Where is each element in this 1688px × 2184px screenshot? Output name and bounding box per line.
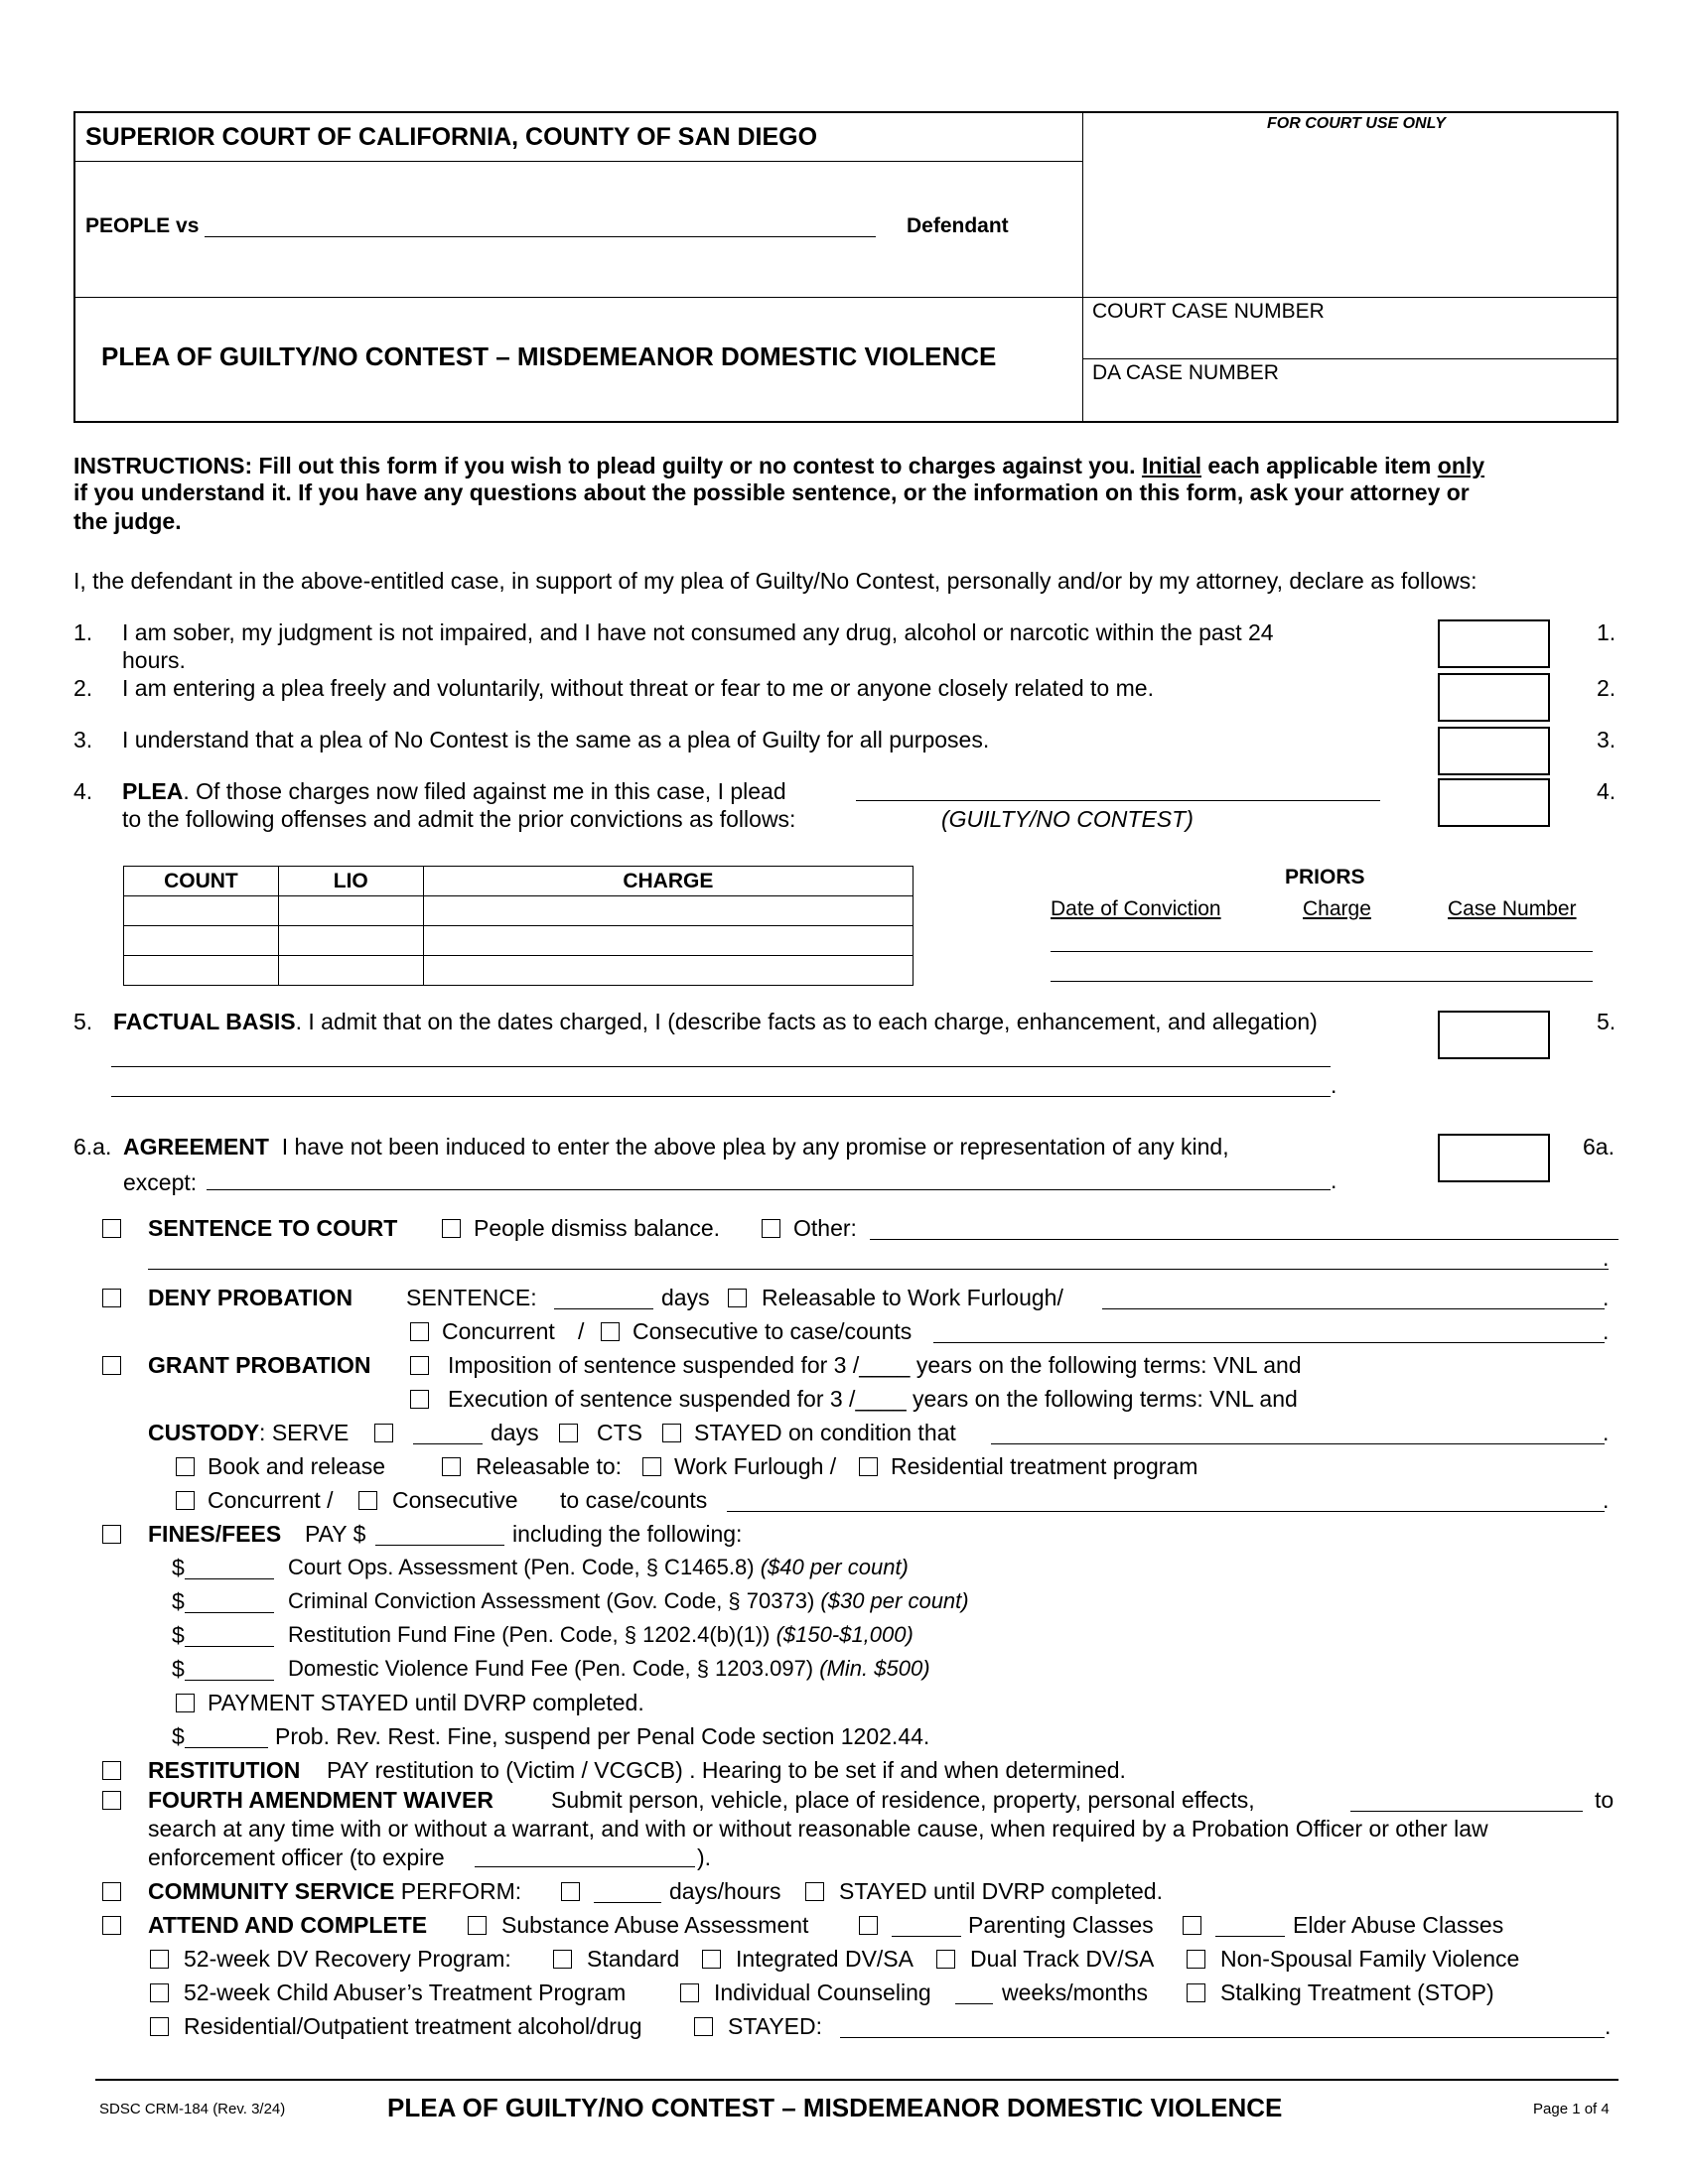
community-days-label: days/hours <box>669 1878 781 1904</box>
imposition-label: Imposition of sentence suspended for 3 /____ years on the following terms: VNL and <box>448 1352 1302 1378</box>
lio-header: LIO <box>278 867 423 896</box>
court-ops-dollar: $ <box>172 1555 185 1580</box>
count-table-header <box>124 867 914 896</box>
factual-basis-period: . <box>1331 1072 1337 1098</box>
work-furlough-checkbox[interactable] <box>642 1457 661 1476</box>
elder-abuse-checkbox[interactable] <box>1183 1916 1201 1935</box>
table-row <box>124 926 914 956</box>
prob-rev-dollar: $ <box>172 1723 185 1749</box>
instructions-line-3: the judge. <box>73 508 182 534</box>
sentence-days-label: days <box>661 1285 710 1310</box>
plea-text: . Of those charges now filed against me in this case, I plead <box>183 778 786 804</box>
agreement-except-label: except: <box>123 1169 198 1195</box>
criminal-amount: ($30 per count) <box>820 1588 969 1613</box>
weeks-months-label: weeks/months <box>1002 1979 1149 2005</box>
standard-checkbox[interactable] <box>553 1950 572 1969</box>
elder-abuse-label: Elder Abuse Classes <box>1293 1912 1504 1938</box>
book-release-checkbox[interactable] <box>176 1457 195 1476</box>
priors-charge-header: Charge <box>1303 897 1371 920</box>
consecutive-period: . <box>1603 1318 1610 1344</box>
restitution-label: RESTITUTION <box>148 1757 301 1783</box>
consecutive-checkbox[interactable] <box>601 1322 620 1341</box>
item-1-number-right: 1. <box>1597 619 1617 645</box>
item-3-text: I understand that a plea of No Contest is the same as a plea of Guilty for all purposes. <box>122 727 990 752</box>
concurrent-label: Concurrent <box>442 1318 555 1344</box>
dv-fund-label: Domestic Violence Fund Fee (Pen. Code, § 1203.097) <box>288 1656 814 1681</box>
attend-complete-checkbox[interactable] <box>102 1916 121 1935</box>
consecutive2-checkbox[interactable] <box>358 1491 377 1510</box>
custody-days-label: days <box>491 1420 539 1445</box>
releasable-wf-label: Releasable to Work Furlough/ <box>762 1285 1063 1310</box>
fines-pay-label: PAY $ <box>305 1521 366 1547</box>
lio-cell[interactable] <box>278 896 423 926</box>
item-2-number: 2. <box>73 675 93 701</box>
fines-label: FINES/FEES <box>148 1521 282 1547</box>
item-1-initial-box[interactable] <box>1438 619 1550 668</box>
stayed-condition-label: STAYED on condition that <box>694 1420 956 1445</box>
count-cell[interactable] <box>124 896 279 926</box>
integrated-checkbox[interactable] <box>702 1950 721 1969</box>
court-use-label: FOR COURT USE ONLY <box>1267 115 1446 132</box>
criminal-row <box>288 1588 969 1614</box>
dual-track-checkbox[interactable] <box>936 1950 955 1969</box>
individual-counseling-field[interactable] <box>955 2003 993 2004</box>
fourth-amendment-field[interactable] <box>1350 1811 1583 1812</box>
footer-page: Page 1 of 4 <box>1533 2101 1610 2117</box>
custody-line <box>148 1420 349 1446</box>
agreement-period: . <box>1331 1167 1337 1193</box>
defendant-name-field[interactable] <box>205 236 876 237</box>
item-4-number-right: 4. <box>1597 778 1617 804</box>
concurrent-slash: / <box>578 1318 585 1344</box>
plea-label: PLEA <box>122 778 184 804</box>
charge-cell[interactable] <box>423 956 913 986</box>
dual-track-label: Dual Track DV/SA <box>970 1946 1155 1972</box>
fourth-amendment-text-3: enforcement officer (to expire <box>148 1844 445 1870</box>
attend-stayed-field[interactable] <box>840 2037 1605 2038</box>
attend-stayed-period: . <box>1605 2013 1612 2039</box>
item-5-text <box>113 1009 1318 1035</box>
deny-probation-label: DENY PROBATION <box>148 1285 353 1310</box>
custody-days-field[interactable] <box>413 1443 483 1444</box>
restitution-fund-field[interactable] <box>185 1646 274 1647</box>
footer-rule <box>95 2079 1618 2081</box>
header-divider-3 <box>1082 358 1618 359</box>
item-1-text: I am sober, my judgment is not impaired, and I have not consumed any drug, alcohol or narcotic within the past 24 <box>122 619 1274 645</box>
people-dismiss-label: People dismiss balance. <box>474 1215 721 1241</box>
court-ops-amount: ($40 per count) <box>760 1555 909 1579</box>
fourth-amendment-checkbox[interactable] <box>102 1791 121 1810</box>
criminal-label: Criminal Conviction Assessment (Gov. Code, § 70373) <box>288 1588 815 1613</box>
criminal-field[interactable] <box>185 1612 274 1613</box>
item-2-number-right: 2. <box>1597 675 1617 701</box>
count-table <box>123 866 914 986</box>
court-ops-label: Court Ops. Assessment (Pen. Code, § C1465.8) <box>288 1555 755 1579</box>
priors-line-1[interactable] <box>1051 951 1593 952</box>
footer-form-id: SDSC CRM-184 (Rev. 3/24) <box>99 2101 286 2117</box>
community-days-field[interactable] <box>594 1902 661 1903</box>
item-5-number: 5. <box>73 1009 93 1034</box>
table-row <box>124 896 914 926</box>
individual-counseling-label: Individual Counseling <box>714 1979 931 2005</box>
dv-fund-dollar: $ <box>172 1656 185 1682</box>
restitution-checkbox[interactable] <box>102 1761 121 1780</box>
community-service-checkbox[interactable] <box>102 1882 121 1901</box>
defendant-label: Defendant <box>907 214 1009 237</box>
payment-stayed-checkbox[interactable] <box>176 1694 195 1712</box>
parenting-checkbox[interactable] <box>859 1916 878 1935</box>
releasable-period: . <box>1603 1285 1610 1310</box>
priors-line-2[interactable] <box>1051 981 1593 982</box>
concurrent2-checkbox[interactable] <box>176 1491 195 1510</box>
instructions-text-b: each applicable item <box>1201 453 1438 478</box>
residential-treatment-label: Residential/Outpatient treatment alcohol/drug <box>184 2013 642 2039</box>
residential-program-checkbox[interactable] <box>859 1457 878 1476</box>
item-4-number: 4. <box>73 778 93 804</box>
item-5-number-right: 5. <box>1597 1009 1617 1034</box>
priors-date-header: Date of Conviction <box>1051 897 1221 920</box>
stalking-checkbox[interactable] <box>1187 1983 1205 2002</box>
restitution-fund-dollar: $ <box>172 1622 185 1648</box>
agreement-label: AGREEMENT <box>123 1134 269 1160</box>
releasable-wf-checkbox[interactable] <box>728 1289 747 1307</box>
restitution-fund-label: Restitution Fund Fine (Pen. Code, § 1202.4(b)(1)) <box>288 1622 771 1647</box>
community-stayed-label: STAYED until DVRP completed. <box>839 1878 1163 1904</box>
factual-basis-text: . I admit that on the dates charged, I (describe facts as to each charge, enhancement, and allegation) <box>295 1009 1318 1034</box>
court-ops-field[interactable] <box>185 1578 274 1579</box>
community-days-checkbox[interactable] <box>561 1882 580 1901</box>
stayed-condition-period: . <box>1603 1420 1610 1445</box>
non-spousal-checkbox[interactable] <box>1187 1950 1205 1969</box>
factual-basis-line-2[interactable] <box>111 1096 1331 1097</box>
restitution-fund-row <box>288 1622 914 1648</box>
item-3-number: 3. <box>73 727 93 752</box>
dv-fund-field[interactable] <box>185 1680 274 1681</box>
instructions-initial: Initial <box>1141 453 1202 478</box>
header-divider-vertical <box>1082 111 1083 423</box>
fourth-amendment-text-1: Submit person, vehicle, place of residence, property, personal effects, <box>551 1787 1255 1813</box>
parenting-label: Parenting Classes <box>968 1912 1154 1938</box>
execution-checkbox[interactable] <box>410 1390 429 1409</box>
item-5-initial-box[interactable] <box>1438 1011 1550 1059</box>
factual-basis-label: FACTUAL BASIS <box>113 1009 296 1034</box>
lio-cell[interactable] <box>278 956 423 986</box>
individual-counseling-checkbox[interactable] <box>680 1983 699 2002</box>
attend-complete-label: ATTEND AND COMPLETE <box>148 1912 428 1938</box>
plea-field[interactable] <box>856 800 1380 801</box>
priors-title: PRIORS <box>1285 866 1365 888</box>
item-6a-text <box>123 1134 1229 1160</box>
item-2-text: I am entering a plea freely and voluntarily, without threat or fear to me or anyone closely related to me. <box>122 675 1154 701</box>
charge-header: CHARGE <box>423 867 913 896</box>
grant-probation-checkbox[interactable] <box>102 1356 121 1375</box>
sentence-to-court-label: SENTENCE TO COURT <box>148 1215 398 1241</box>
consecutive-label: Consecutive to case/counts <box>633 1318 913 1344</box>
instructions-line-2: if you understand it. If you have any questions about the possible sentence, or the information on this form, ask your attorney or <box>73 479 1470 505</box>
fourth-amendment-expire-field[interactable] <box>475 1866 695 1867</box>
sentence-to-court-checkbox[interactable] <box>102 1219 121 1238</box>
custody-label: CUSTODY <box>148 1420 260 1445</box>
sentence-days-field[interactable] <box>554 1308 653 1309</box>
factual-basis-line-1[interactable] <box>111 1066 1331 1067</box>
work-furlough-label: Work Furlough / <box>674 1453 837 1479</box>
item-4-text <box>122 778 786 805</box>
fourth-amendment-text-2: search at any time with or without a warrant, and with or without reasonable cause, when required by a Probation Officer or other law <box>148 1816 1488 1842</box>
item-4-text-cont: to the following offenses and admit the prior convictions as follows: <box>122 806 796 832</box>
child52-label: 52-week Child Abuser’s Treatment Program <box>184 1979 627 2005</box>
residential-program-label: Residential treatment program <box>891 1453 1198 1479</box>
dv52-label: 52-week DV Recovery Program: <box>184 1946 511 1972</box>
to-case-field[interactable] <box>727 1511 1605 1512</box>
stayed-condition-checkbox[interactable] <box>662 1424 681 1442</box>
footer-title: PLEA OF GUILTY/NO CONTEST – MISDEMEANOR DOMESTIC VIOLENCE <box>387 2093 1283 2122</box>
standard-label: Standard <box>587 1946 680 1972</box>
community-stayed-checkbox[interactable] <box>805 1882 824 1901</box>
table-row <box>124 956 914 986</box>
to-case-period: . <box>1603 1487 1610 1513</box>
restitution-fund-amount: ($150-$1,000) <box>775 1622 914 1647</box>
fourth-amendment-to: to <box>1595 1787 1615 1813</box>
prob-rev-label: Prob. Rev. Rest. Fine, suspend per Penal Code section 1202.44. <box>275 1723 930 1749</box>
header-box <box>73 111 1618 423</box>
execution-label: Execution of sentence suspended for 3 /____ years on the following terms: VNL and <box>448 1386 1298 1412</box>
other-checkbox[interactable] <box>762 1219 780 1238</box>
consecutive2-label: Consecutive <box>392 1487 518 1513</box>
cts-checkbox[interactable] <box>559 1424 578 1442</box>
elder-abuse-field[interactable] <box>1215 1936 1285 1937</box>
instructions-line-1 <box>73 453 1484 479</box>
book-release-label: Book and release <box>208 1453 386 1479</box>
criminal-dollar: $ <box>172 1588 185 1614</box>
item-6a-initial-box[interactable] <box>1438 1134 1550 1182</box>
custody-serve: : SERVE <box>259 1420 350 1445</box>
community-perform: PERFORM: <box>400 1878 522 1904</box>
attend-stayed-checkbox[interactable] <box>694 2017 713 2036</box>
count-cell[interactable] <box>124 926 279 956</box>
residential-treatment-checkbox[interactable] <box>150 2017 169 2036</box>
other-field-line-2[interactable] <box>148 1269 1609 1270</box>
item-6a-number-right: 6a. <box>1583 1134 1615 1160</box>
instructions-text-a: INSTRUCTIONS: Fill out this form if you wish to plead guilty or no contest to charges against you. <box>73 453 1142 478</box>
priors-case-header: Case Number <box>1448 897 1577 920</box>
header-divider-1 <box>73 161 1082 162</box>
dv52-checkbox[interactable] <box>150 1950 169 1969</box>
court-case-number-label[interactable]: COURT CASE NUMBER <box>1092 300 1325 323</box>
fines-checkbox[interactable] <box>102 1525 121 1544</box>
concurrent2-label: Concurrent / <box>208 1487 334 1513</box>
restitution-text: PAY restitution to (Victim / VCGCB) . Hearing to be set if and when determined. <box>327 1757 1126 1783</box>
dv-fund-amount: (Min. $500) <box>819 1656 930 1681</box>
releasable-to-checkbox[interactable] <box>442 1457 461 1476</box>
item-3-initial-box[interactable] <box>1438 727 1550 775</box>
fourth-amendment-close: ). <box>697 1844 712 1870</box>
fourth-amendment-label: FOURTH AMENDMENT WAIVER <box>148 1787 493 1813</box>
header-divider-2 <box>73 297 1618 298</box>
other-field[interactable] <box>870 1239 1618 1240</box>
charge-cell[interactable] <box>423 926 913 956</box>
prob-rev-field[interactable] <box>185 1747 268 1748</box>
imposition-checkbox[interactable] <box>410 1356 429 1375</box>
count-cell[interactable] <box>124 956 279 986</box>
cts-label: CTS <box>597 1420 642 1445</box>
deny-probation-checkbox[interactable] <box>102 1289 121 1307</box>
item-2-initial-box[interactable] <box>1438 673 1550 722</box>
integrated-label: Integrated DV/SA <box>736 1946 914 1972</box>
declaration-text: I, the defendant in the above-entitled case, in support of my plea of Guilty/No Contest, personally and/or by my attorney, declare as follows: <box>73 568 1477 594</box>
charge-cell[interactable] <box>423 896 913 926</box>
stalking-label: Stalking Treatment (STOP) <box>1220 1979 1494 2005</box>
sentence-label: SENTENCE: <box>406 1285 537 1310</box>
child52-checkbox[interactable] <box>150 1983 169 2002</box>
court-name: SUPERIOR COURT OF CALIFORNIA, COUNTY OF SAN DIEGO <box>85 123 818 151</box>
consecutive-field[interactable] <box>933 1342 1605 1343</box>
people-dismiss-checkbox[interactable] <box>442 1219 461 1238</box>
parenting-field[interactable] <box>892 1936 961 1937</box>
form-title-header: PLEA OF GUILTY/NO CONTEST – MISDEMEANOR DOMESTIC VIOLENCE <box>101 341 997 371</box>
other-label: Other: <box>793 1215 857 1241</box>
agreement-except-field[interactable] <box>207 1189 1331 1190</box>
agreement-text: I have not been induced to enter the above plea by any promise or representation of any kind, <box>281 1134 1229 1160</box>
grant-probation-label: GRANT PROBATION <box>148 1352 371 1378</box>
item-4-initial-box[interactable] <box>1438 778 1550 827</box>
dv-fund-row <box>288 1656 930 1682</box>
item-6a-number: 6.a. <box>73 1134 112 1160</box>
instructions-only: only <box>1437 453 1485 478</box>
court-ops-row <box>288 1555 909 1580</box>
concurrent-checkbox[interactable] <box>410 1322 429 1341</box>
item-3-number-right: 3. <box>1597 727 1617 752</box>
people-vs-label: PEOPLE vs <box>85 214 200 237</box>
payment-stayed-label: PAYMENT STAYED until DVRP completed. <box>208 1690 644 1715</box>
custody-serve-checkbox[interactable] <box>374 1424 393 1442</box>
substance-abuse-checkbox[interactable] <box>468 1916 487 1935</box>
da-case-number-label[interactable]: DA CASE NUMBER <box>1092 361 1279 384</box>
lio-cell[interactable] <box>278 926 423 956</box>
fines-including: including the following: <box>512 1521 743 1547</box>
plea-hint: (GUILTY/NO CONTEST) <box>941 806 1194 832</box>
attend-stayed-label: STAYED: <box>728 2013 822 2039</box>
stayed-condition-field[interactable] <box>991 1443 1605 1444</box>
item-1-text-cont: hours. <box>122 647 186 673</box>
non-spousal-label: Non-Spousal Family Violence <box>1220 1946 1520 1972</box>
community-service-label: COMMUNITY SERVICE <box>148 1878 395 1904</box>
count-header: COUNT <box>124 867 279 896</box>
releasable-to-label: Releasable to: <box>476 1453 623 1479</box>
substance-abuse-label: Substance Abuse Assessment <box>501 1912 809 1938</box>
item-1-number: 1. <box>73 619 93 645</box>
other-period: . <box>1603 1245 1610 1271</box>
community-service-row <box>148 1878 521 1905</box>
releasable-wf-field[interactable] <box>1102 1308 1605 1309</box>
fines-pay-field[interactable] <box>375 1545 504 1546</box>
to-case-label: to case/counts <box>560 1487 708 1513</box>
